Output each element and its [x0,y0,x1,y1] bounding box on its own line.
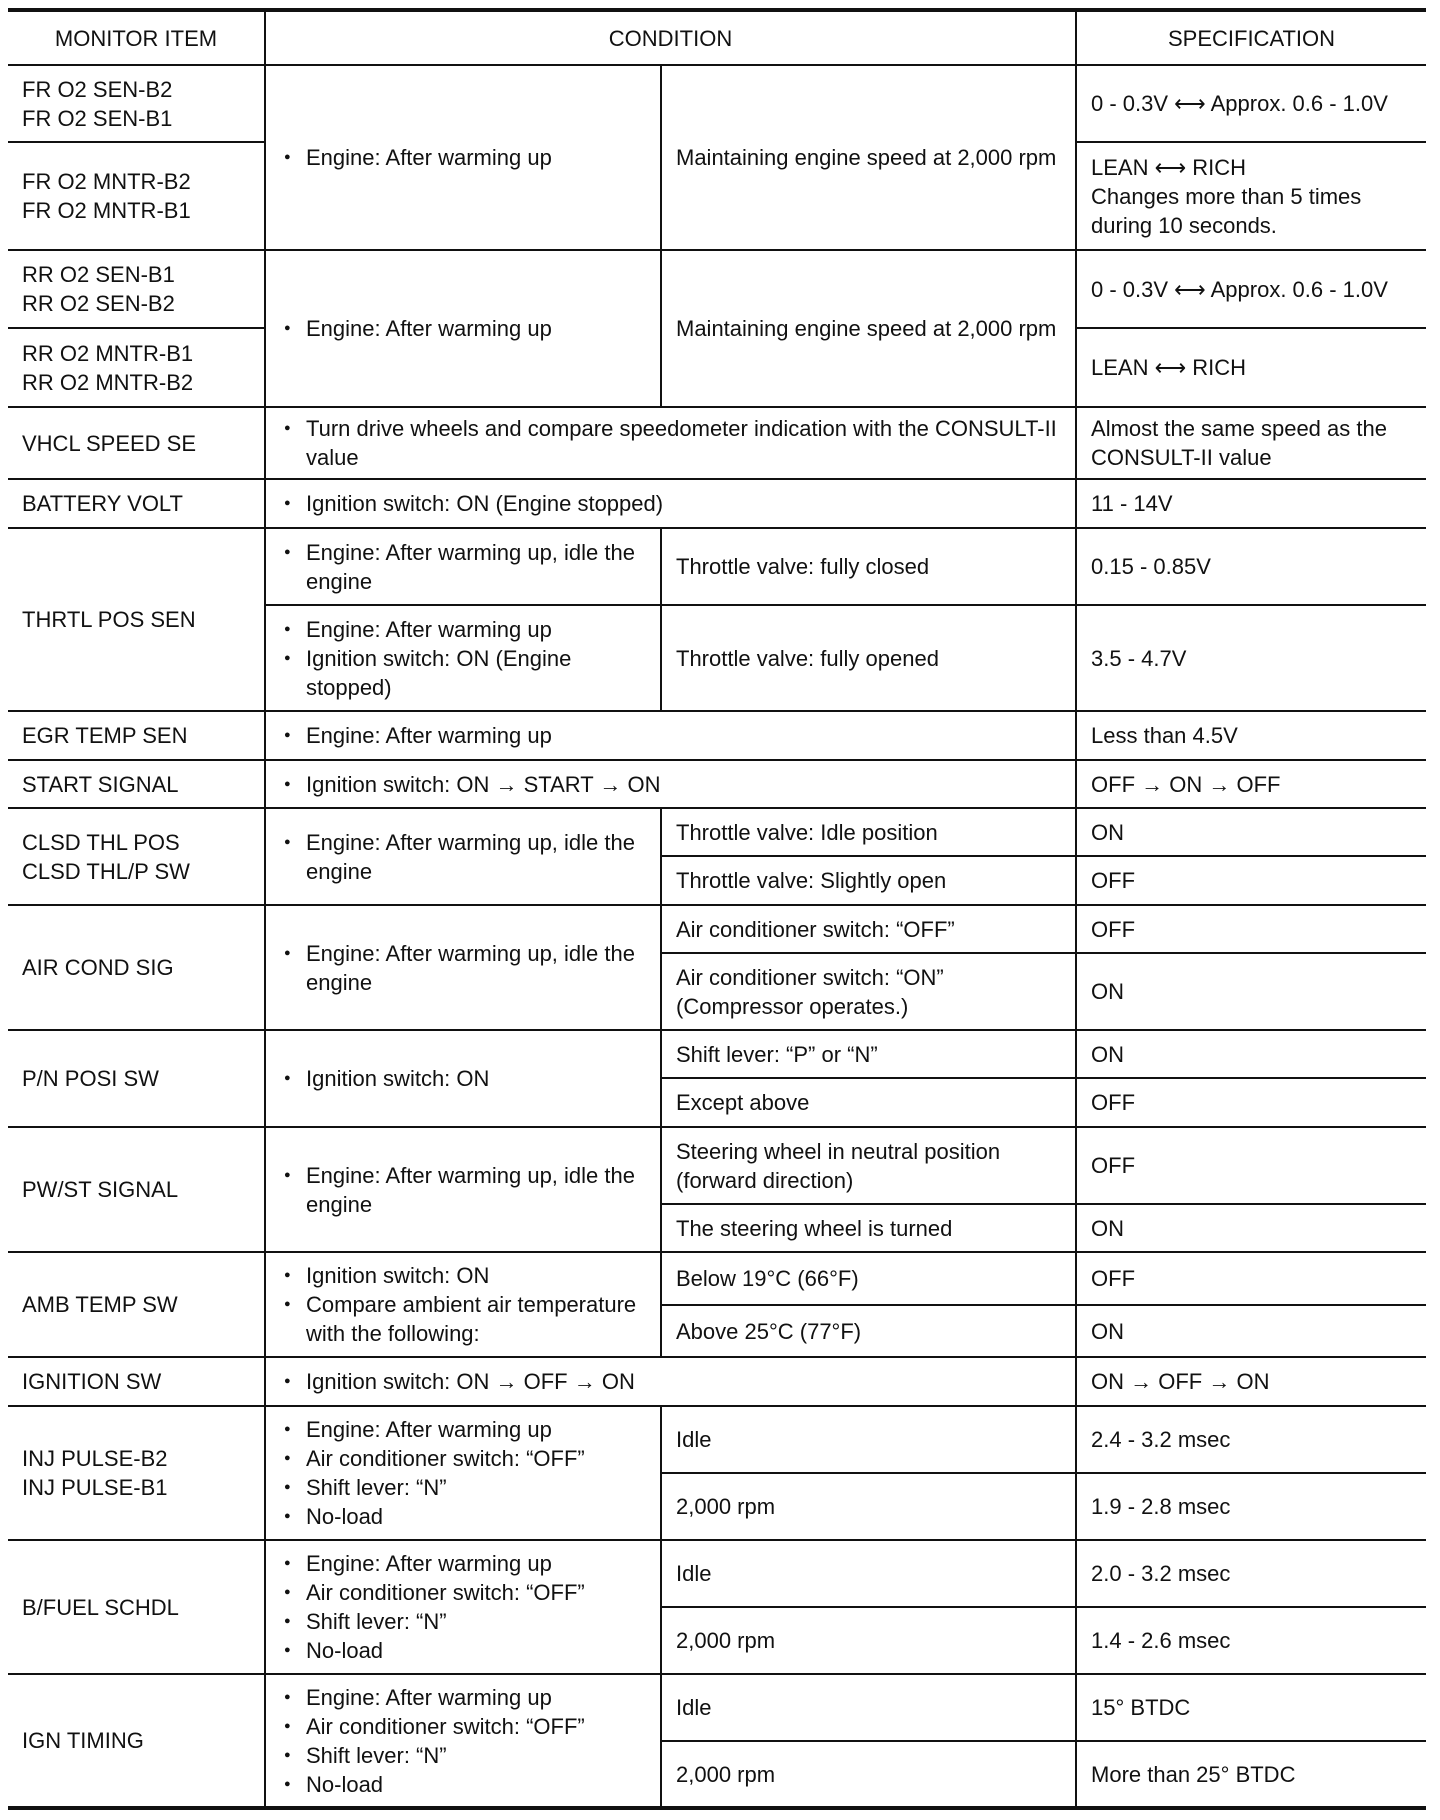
condition-bullet: ● Shift lever: “N” [280,1473,652,1502]
condition-bullet: ● Air conditioner switch: “OFF” [280,1712,652,1741]
table-row [8,479,1426,528]
condition-cell [265,250,661,407]
condition-bullet: ● No-load [280,1502,652,1531]
subcondition-cell: Air conditioner switch: “OFF” [661,905,1076,953]
condition-cell [265,760,1076,808]
monitor-item-cell [8,250,265,328]
table-row [8,407,1426,479]
subcondition-cell: Maintaining engine speed at 2,000 rpm [661,250,1076,407]
condition-cell [265,1357,1076,1406]
table-row [8,905,1426,953]
condition-bullet: ● Engine: After warming up [280,1549,652,1578]
condition-bullet: ● Ignition switch: ON (Engine stopped) [280,489,1067,518]
spec-cell: 0 - 0.3V ⟷ Approx. 0.6 - 1.0V [1076,250,1426,328]
spec-cell: ON [1076,1204,1426,1252]
table-row [8,250,1426,328]
spec-cell: 2.4 - 3.2 msec [1076,1406,1426,1473]
spec-document [8,8,1426,1810]
condition-bullet: ● Ignition switch: ON → OFF → ON [280,1367,1067,1396]
table-row [8,1252,1426,1305]
monitor-item: RR O2 SEN-B2 [22,291,175,316]
condition-cell [265,1030,661,1127]
condition-cell [265,808,661,905]
condition-cell [265,1674,661,1808]
condition-bullet: ● Shift lever: “N” [280,1607,652,1636]
condition-cell [265,711,1076,760]
spec-cell: ON [1076,1305,1426,1357]
spec-cell: 15° BTDC [1076,1674,1426,1741]
subcondition-cell: Idle [661,1540,1076,1607]
condition-cell [265,605,661,711]
subcondition-cell: Except above [661,1078,1076,1127]
spec-cell: ON [1076,953,1426,1030]
condition-cell [265,1127,661,1252]
spec-cell: OFF [1076,856,1426,905]
condition-cell [265,905,661,1030]
subcondition-cell: Steering wheel in neutral position (forward direction) [661,1127,1076,1204]
spec-cell [1076,142,1426,250]
condition-bullet: ● Ignition switch: ON [280,1261,652,1290]
monitor-item: IGN TIMING [8,1674,265,1808]
subcondition-cell: Idle [661,1406,1076,1473]
condition-cell [265,1540,661,1674]
subcondition-cell: Above 25°C (77°F) [661,1305,1076,1357]
subcondition-cell: Throttle valve: Idle position [661,808,1076,856]
condition-cell [265,479,1076,528]
monitor-item: P/N POSI SW [8,1030,265,1127]
spec-cell: Almost the same speed as the CONSULT-II value [1076,407,1426,479]
subcondition-cell: Air conditioner switch: “ON” (Compressor operates.) [661,953,1076,1030]
spec-cell: 3.5 - 4.7V [1076,605,1426,711]
condition-bullet: ● Engine: After warming up [280,615,652,644]
monitor-item-cell [8,142,265,250]
table-row [8,1030,1426,1078]
monitor-item: BATTERY VOLT [8,479,265,528]
monitor-item: VHCL SPEED SE [8,407,265,479]
condition-cell [265,1252,661,1357]
spec-cell: Less than 4.5V [1076,711,1426,760]
condition-bullet: ● Engine: After warming up [280,314,652,343]
spec-cell: More than 25° BTDC [1076,1741,1426,1808]
condition-bullet: ● Ignition switch: ON (Engine stopped) [280,644,652,702]
table-row [8,1357,1426,1406]
monitor-item: B/FUEL SCHDL [8,1540,265,1674]
monitor-item: RR O2 SEN-B1 [22,262,175,287]
condition-bullet: ● No-load [280,1770,652,1799]
spec-cell: 11 - 14V [1076,479,1426,528]
subcondition-cell: Shift lever: “P” or “N” [661,1030,1076,1078]
condition-bullet: ● Engine: After warming up, idle the engine [280,538,652,596]
spec-cell: 1.4 - 2.6 msec [1076,1607,1426,1674]
monitor-item: INJ PULSE-B1 [22,1475,168,1500]
monitor-item: FR O2 MNTR-B1 [22,198,191,223]
condition-cell [265,407,1076,479]
monitor-item: AMB TEMP SW [8,1252,265,1357]
spec-cell: LEAN ⟷ RICH [1076,328,1426,407]
monitor-item: IGNITION SW [8,1357,265,1406]
monitor-spec-table [8,8,1426,1810]
table-row [8,1127,1426,1204]
condition-bullet: ● Engine: After warming up, idle the engine [280,939,652,997]
table-row [8,528,1426,605]
spec-cell: 2.0 - 3.2 msec [1076,1540,1426,1607]
subcondition-cell: Throttle valve: Slightly open [661,856,1076,905]
spec-cell: ON → OFF → ON [1076,1357,1426,1406]
condition-bullet: ● Compare ambient air temperature with the following: [280,1290,652,1348]
subcondition-cell: 2,000 rpm [661,1473,1076,1540]
subcondition-cell: Throttle valve: fully opened [661,605,1076,711]
spec-line: Changes more than 5 times during 10 seconds. [1091,183,1362,238]
monitor-item: CLSD THL POS [22,829,180,855]
spec-cell: OFF [1076,1078,1426,1127]
spec-cell: 0.15 - 0.85V [1076,528,1426,605]
subcondition-cell: Throttle valve: fully closed [661,528,1076,605]
table-row [8,760,1426,808]
subcondition-cell: The steering wheel is turned [661,1204,1076,1252]
condition-bullet: ● Air conditioner switch: “OFF” [280,1444,652,1473]
spec-cell: ON [1076,1030,1426,1078]
spec-cell: 0 - 0.3V ⟷ Approx. 0.6 - 1.0V [1076,65,1426,142]
spec-cell: OFF [1076,905,1426,953]
monitor-item: RR O2 MNTR-B2 [22,369,194,395]
table-row [8,1406,1426,1473]
spec-cell: OFF → ON → OFF [1076,760,1426,808]
spec-cell: 1.9 - 2.8 msec [1076,1473,1426,1540]
table-row [8,808,1426,856]
header-condition: CONDITION [265,10,1076,65]
condition-bullet: ● Engine: After warming up, idle the engine [280,1161,652,1219]
monitor-item: EGR TEMP SEN [8,711,265,760]
spec-cell: ON [1076,808,1426,856]
condition-bullet: ● Engine: After warming up [280,1415,652,1444]
spec-cell: OFF [1076,1127,1426,1204]
monitor-item: CLSD THL/P SW [22,858,190,884]
monitor-item-cell [8,328,265,407]
monitor-item: AIR COND SIG [8,905,265,1030]
spec-cell: OFF [1076,1252,1426,1305]
condition-bullet: ● Engine: After warming up [280,1683,652,1712]
monitor-item: FR O2 SEN-B2 [22,76,173,102]
monitor-item: FR O2 MNTR-B2 [22,169,191,194]
table-row [8,711,1426,760]
spec-line: LEAN ⟷ RICH [1091,154,1247,180]
header-monitor-item: MONITOR ITEM [8,10,265,65]
monitor-item: INJ PULSE-B2 [22,1446,168,1471]
header-specification: SPECIFICATION [1076,10,1426,65]
table-row [8,1674,1426,1741]
monitor-item: START SIGNAL [8,760,265,808]
condition-cell [265,528,661,605]
subcondition-cell: Below 19°C (66°F) [661,1252,1076,1305]
condition-bullet: ● Ignition switch: ON [280,1064,652,1093]
condition-bullet: ● Ignition switch: ON → START → ON [280,770,1067,799]
subcondition-cell: 2,000 rpm [661,1741,1076,1808]
condition-bullet: ● No-load [280,1636,652,1665]
condition-bullet: ● Shift lever: “N” [280,1741,652,1770]
monitor-item: FR O2 SEN-B1 [22,105,173,131]
header-row [8,10,1426,65]
monitor-item: PW/ST SIGNAL [8,1127,265,1252]
monitor-item-cell [8,808,265,905]
condition-cell [265,1406,661,1540]
condition-bullet: ● Air conditioner switch: “OFF” [280,1578,652,1607]
table-row [8,1540,1426,1607]
monitor-item: RR O2 MNTR-B1 [22,340,194,366]
condition-bullet: ● Engine: After warming up, idle the engine [280,828,652,886]
condition-bullet: ● Engine: After warming up [280,143,652,172]
condition-cell [265,65,661,250]
monitor-item: THRTL POS SEN [8,528,265,711]
subcondition-cell: Maintaining engine speed at 2,000 rpm [661,65,1076,250]
subcondition-cell: 2,000 rpm [661,1607,1076,1674]
condition-bullet: ● Turn drive wheels and compare speedometer indication with the CONSULT-II value [280,414,1067,472]
table-row [8,65,1426,142]
monitor-item-cell [8,1406,265,1540]
condition-bullet: ● Engine: After warming up [280,721,1067,750]
monitor-item-cell [8,65,265,142]
subcondition-cell: Idle [661,1674,1076,1741]
